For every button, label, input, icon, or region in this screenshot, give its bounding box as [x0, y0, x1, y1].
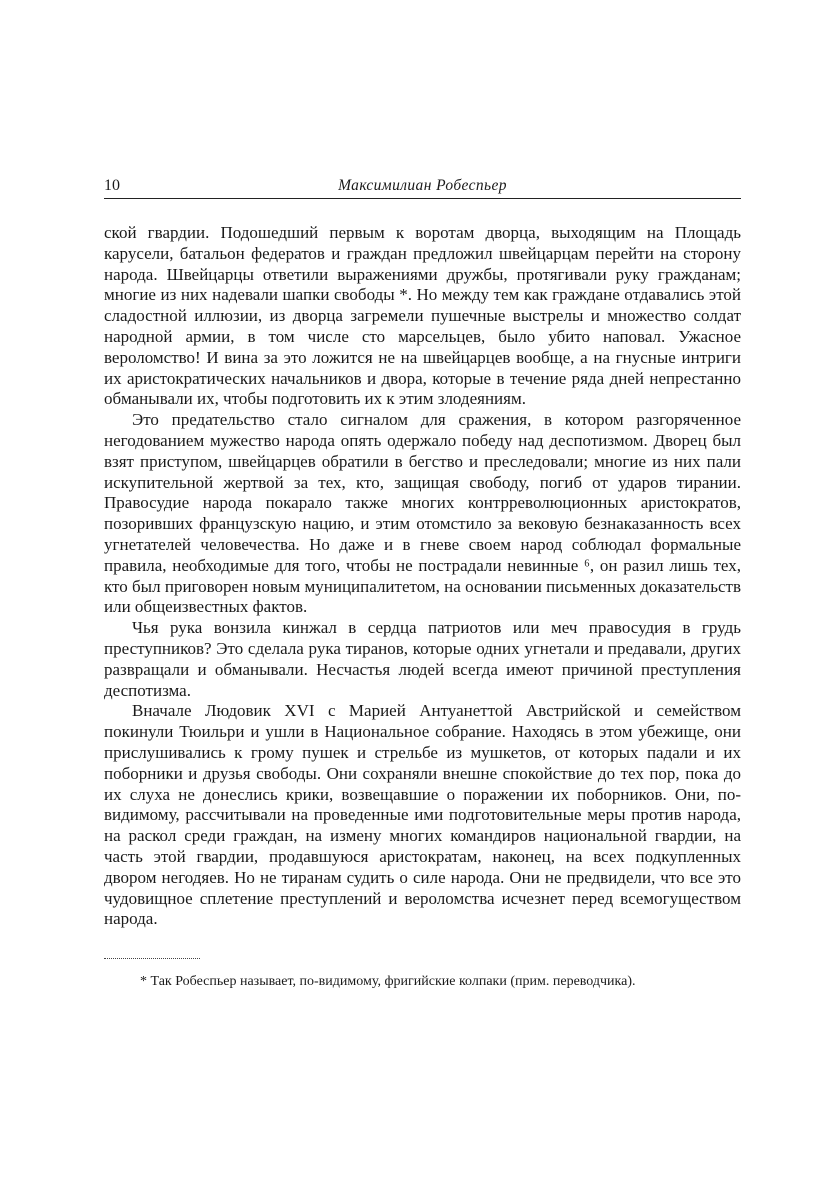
body-text — [104, 223, 741, 930]
running-title: Максимилиан Робеспьер — [338, 177, 507, 194]
paragraph-1: ской гвардии. Подошедший первым к воротам дворца, выходящим на Площадь карусели, батальон федератов и граждан предложил швейцарцам перейти на сторону народа. Швейцарцы ответили выражениями дружбы, протягивали руку гражданам; многие из них надевали шапки свободы *. Но между тем как граждане отдавались этой сладостной иллюзии, из дворца загремели пушечные выстрелы и множество солдат народной армии, в том числе сто марсельцев, было убито наповал. Ужасное вероломство! И вина за это ложится не на швейцарцев вообще, а на гнусные интриги их аристократических начальников и двора, которые в течение ряда дней непрестанно обманывали их, чтобы подготовить их к этим злодеяниям. — [104, 223, 741, 409]
page-number: 10 — [104, 177, 120, 194]
paragraph-2: Это предательство стало сигналом для сражения, в котором разгоряченное негодованием мужество народа опять одержало победу над деспотизмом. Дворец был взят приступом, швейцарцев обратили в бегство и преследовали; многие из них пали искупительной жертвой за тех, кто, защищая свободу, погиб от ударов тирании. Правосудие народа покарало также многих контрреволюционных аристократов, позоривших французскую нацию, и этим отомстило за вековую безнаказанность всех угнетателей человечества. Но даже и в гневе своем народ соблюдал формальные правила, необходимые для того, чтобы не пострадали невинные ⁶, он разил лишь тех, кто был приговорен новым муниципалитетом, на основании письменных доказательств или общеизвестных фактов. — [104, 410, 741, 617]
paragraph-4: Вначале Людовик XVI с Марией Антуанеттой Австрийской и семейством покинули Тюильри и ушли в Национальное собрание. Находясь в этом убежище, они прислушивались к грому пушек и стрельбе из мушкетов, от которых падали и их поборники и друзья свободы. Они сохраняли внешне спокойствие до тех пор, пока до их слуха не донеслись крики, возвещавшие о поражении их поборников. Они, по-видимому, рассчитывали на проведенные ими подготовительные меры против народа, на раскол среди граждан, на измену многих командиров национальной гвардии, на часть этой гвардии, продавшуюся аристократам, наконец, на всех подкупленных двором негодяев. Но не тиранам судить о силе народа. Они не предвидели, что все это чудовищное сплетение преступлений и вероломства исчезнет перед всемогуществом народа. — [104, 701, 741, 929]
paragraph-3: Чья рука вонзила кинжал в сердца патриотов или меч правосудия в грудь преступников? Это сделала рука тиранов, которые одних угнетали и предавали, других развращали и обманывали. Несчастья людей всегда имеют причиной преступления деспотизма. — [104, 618, 741, 700]
header-rule — [104, 198, 741, 199]
footnote-separator — [104, 958, 200, 959]
page-header — [104, 176, 741, 200]
footnote: * Так Робеспьер называет, по-видимому, фригийские колпаки (прим. переводчика). — [140, 974, 636, 989]
